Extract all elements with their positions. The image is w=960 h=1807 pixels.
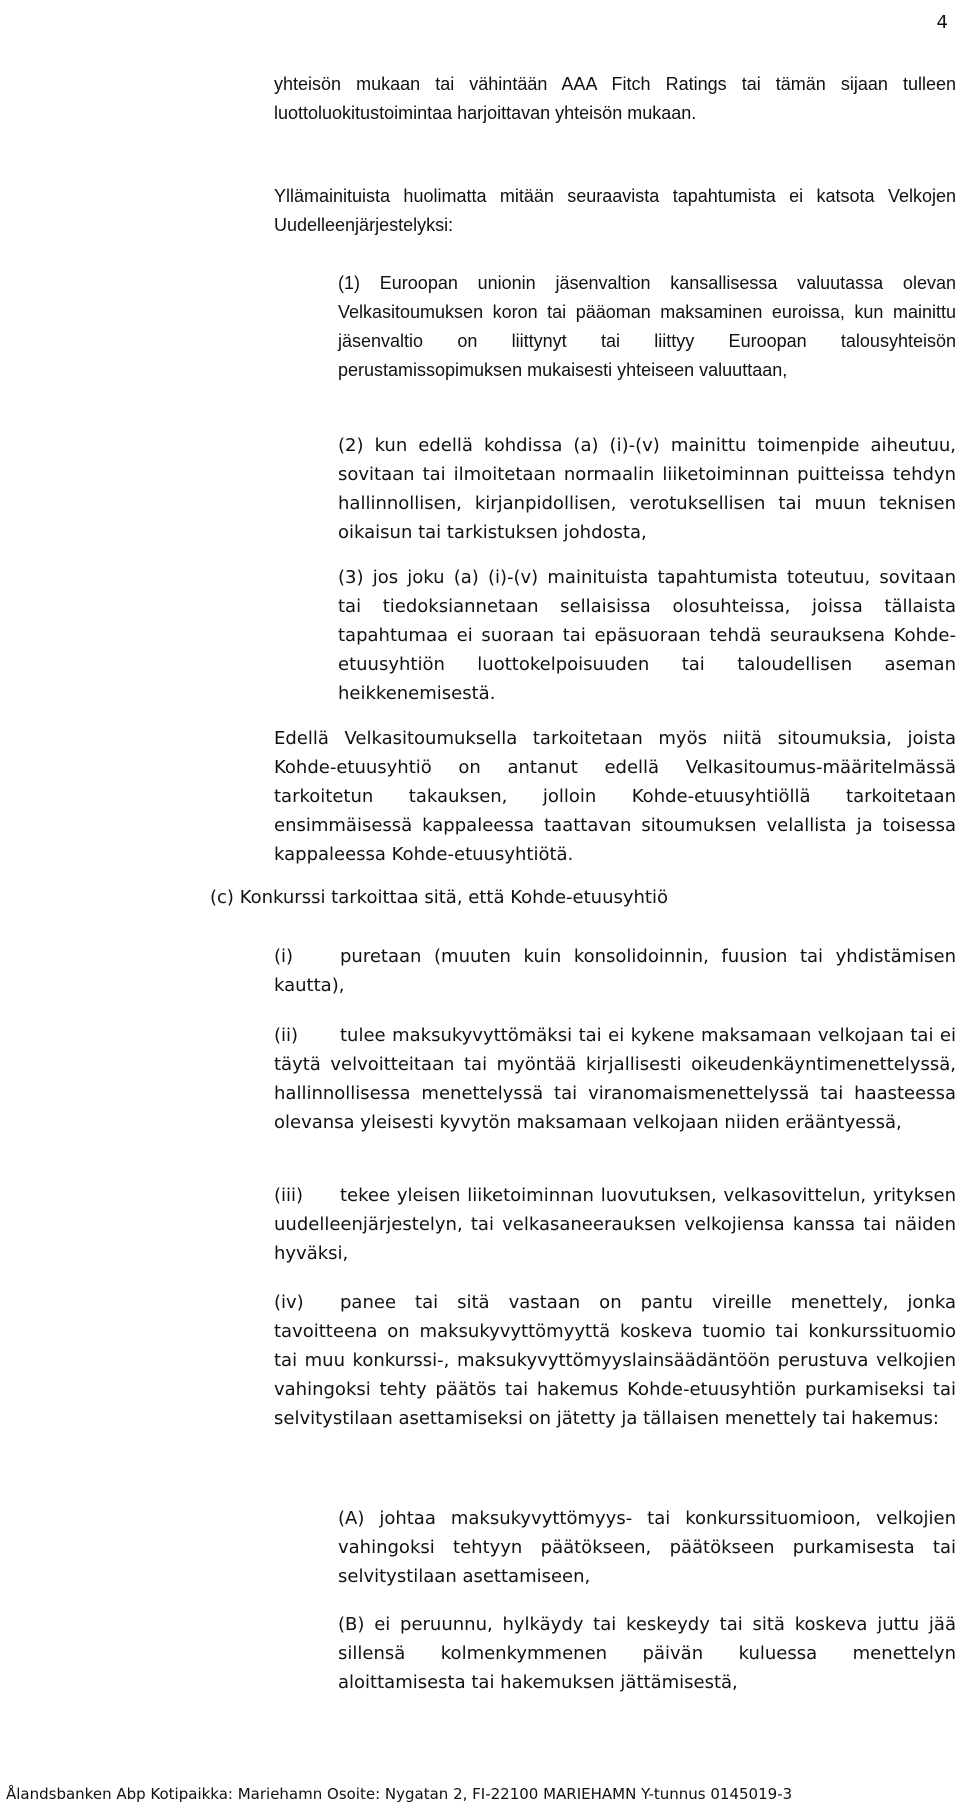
section-text: tarkoittaa sitä, että Kohde-etuusyhtiö	[325, 887, 668, 908]
list-item-c-A	[338, 1504, 956, 1591]
paragraph-rating-continuation: yhteisön mukaan tai vähintään AAA Fitch Ratings tai tämän sijaan tulleen luottoluokitustoimintaa harjoittavan yhteisön mukaan.	[274, 74, 956, 123]
list-item-label: (B)	[338, 1614, 365, 1635]
section-label: (c)	[210, 887, 234, 908]
defined-term: Konkurssi	[239, 887, 326, 908]
list-item-c-iii	[274, 1181, 956, 1268]
paragraph-exclusions-intro: Yllämainituista huolimatta mitään seuraavista tapahtumista ei katsota Velkojen Uudelleenjärjestelyksi:	[274, 186, 956, 235]
list-item-text: tulee maksukyvyttömäksi tai ei kykene maksamaan velkojaan tai ei täytä velvoitteitaan tai myöntää kirjallisesti oikeudenkäyntimenettelyssä, hallinnollisessa menettelyssä tai viranomaismenettelyssä tai haasteessa olevansa yleisesti kyvytön maksamaan velkojaan niiden erääntyessä,	[274, 1025, 956, 1133]
list-item-text: johtaa maksukyvyttömyys- tai konkurssituomioon, velkojien vahingoksi tehtyyn päätökseen, päätökseen purkamisesta tai selvitystilaan asettamiseen,	[338, 1508, 956, 1587]
list-item-label: (3)	[338, 567, 364, 588]
list-item-3	[338, 563, 956, 708]
paragraph-velkasitoumus-definition: Edellä Velkasitoumuksella tarkoitetaan myös niitä sitoumuksia, joista Kohde-etuusyhtiö on antanut edellä Velkasitoumus-määritelmässä tarkoitetun takauksen, jolloin Kohde-etuusyhtiöllä tarkoitetaan ensimmäisessä kappaleessa taattavan sitoumuksen velallista ja toisessa kappaleessa Kohde-etuusyhtiötä.	[274, 728, 956, 865]
list-item-c-i	[274, 942, 956, 1000]
list-item-text: tekee yleisen liiketoiminnan luovutuksen, velkasovittelun, yrityksen uudelleenjärjestelyn, tai velkasaneerauksen velkojiensa kanssa tai näiden hyväksi,	[274, 1185, 956, 1264]
page-footer: Ålandsbanken Abp Kotipaikka: Mariehamn Osoite: Nygatan 2, FI-22100 MARIEHAMN Y-tunnus 0145019-3	[6, 1785, 793, 1803]
list-item-c-B	[338, 1610, 956, 1697]
list-item-label: (1)	[338, 273, 360, 293]
list-item-text: Euroopan unionin jäsenvaltion kansallisessa valuutassa olevan Velkasitoumuksen koron tai pääoman maksaminen euroissa, kun mainittu jäsenvaltio on liittynyt tai liittyy Euroopan talousyhteisön perustamissopimuksen mukaisesti yhteiseen valuuttaan,	[338, 273, 956, 380]
list-item-label: (ii)	[274, 1025, 299, 1046]
list-item-text: panee tai sitä vastaan on pantu vireille menettely, jonka tavoitteena on maksukyvyttömyyttä koskeva tuomio tai konkurssituomio tai muu konkurssi-, maksukyvyttömyyslainsäädäntöön perustuva velkojien vahingoksi tehty päätös tai hakemus Kohde-etuusyhtiön purkamiseksi tai selvitystilaan asettamiseksi on jätetty ja tällaisen menettely tai hakemus:	[274, 1292, 956, 1429]
list-item-c-ii	[274, 1021, 956, 1137]
list-item-text: ei peruunnu, hylkäydy tai keskeydy tai sitä koskeva juttu jää sillensä kolmenkymmenen päivän kuluessa menettelyn aloittamisesta tai hakemuksen jättämisestä,	[338, 1614, 956, 1693]
list-item-label: (i)	[274, 946, 294, 967]
list-item-2	[338, 431, 956, 547]
list-item-text: jos joku (a) (i)-(v) mainituista tapahtumista toteutuu, sovitaan tai tiedoksiannetaan sellaisissa olosuhteissa, joissa tällaista tapahtumaa ei suoraan tai epäsuoraan tehdä seurauksena Kohde-etuusyhtiön luottokelpoisuuden tai taloudellisen aseman heikkenemisestä.	[338, 567, 956, 704]
list-item-label: (2)	[338, 435, 364, 456]
list-item-label: (iii)	[274, 1185, 304, 1206]
list-item-text: kun edellä kohdissa (a) (i)-(v) mainittu toimenpide aiheutuu, sovitaan tai ilmoitetaan normaalin liiketoiminnan puitteissa tehdyn hallinnollisen, kirjanpidollisen, verotuksellisen tai muun teknisen oikaisun tai tarkistuksen johdosta,	[338, 435, 956, 543]
list-item-text: puretaan (muuten kuin konsolidoinnin, fuusion tai yhdistämisen kautta),	[274, 946, 956, 996]
page-number: 4	[936, 12, 948, 33]
list-item-label: (iv)	[274, 1292, 304, 1313]
list-item-1	[338, 269, 956, 385]
list-item-label: (A)	[338, 1508, 365, 1529]
list-item-c-iv	[274, 1288, 956, 1433]
section-c-heading	[210, 883, 956, 912]
